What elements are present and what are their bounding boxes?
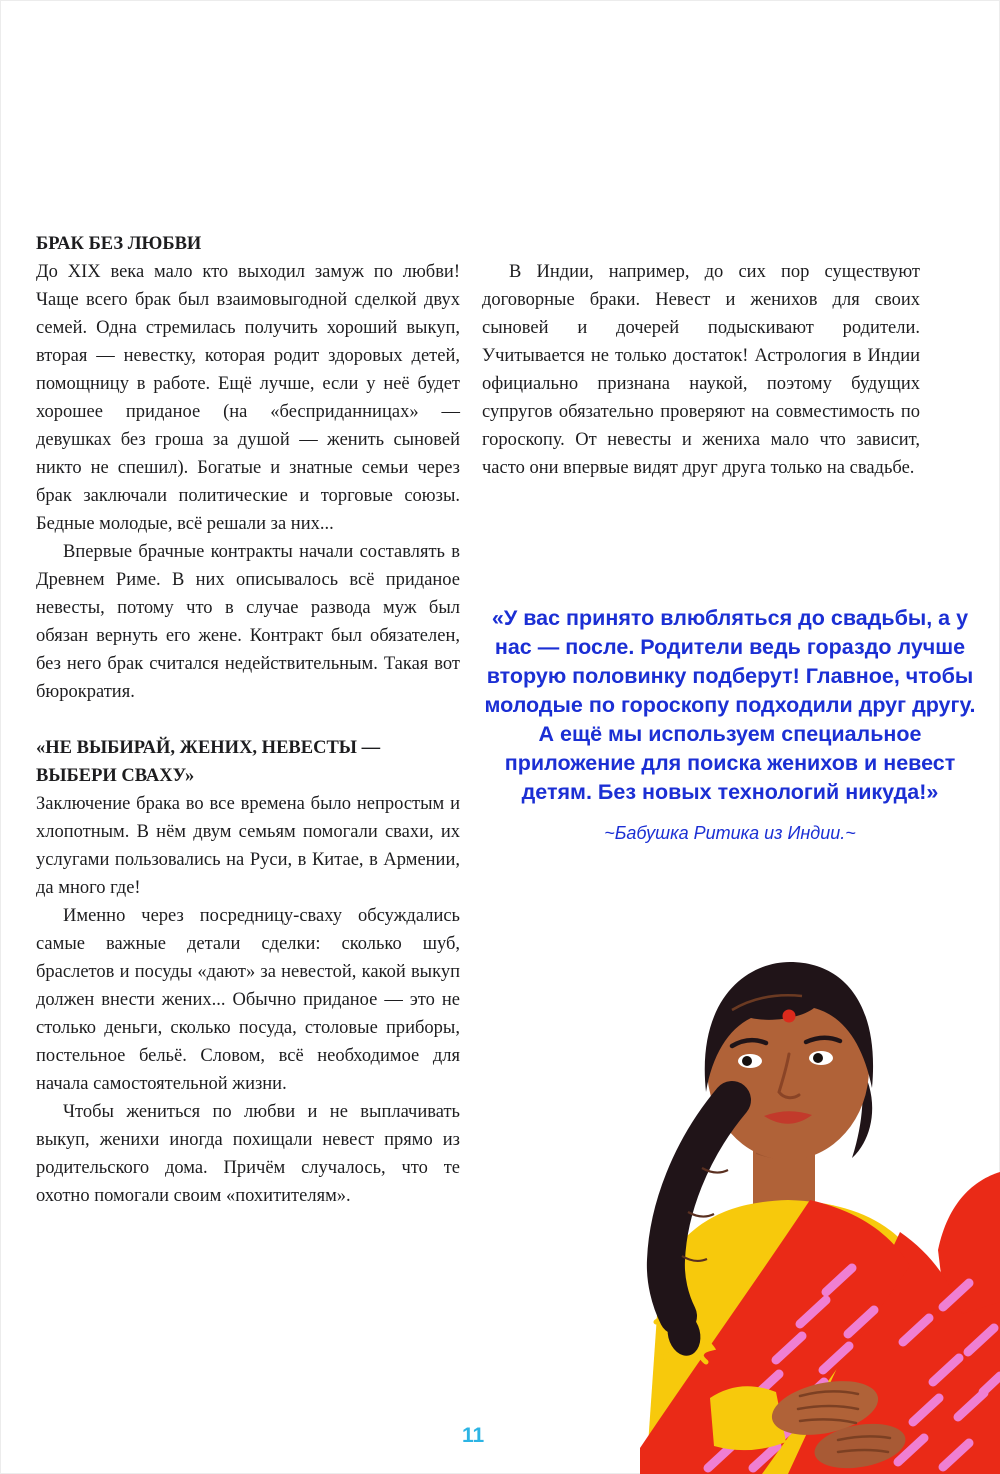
indian-grandmother-illustration <box>560 950 1000 1474</box>
grandmother-quote-block <box>478 604 982 844</box>
page-number: 11 <box>462 1424 485 1447</box>
paragraph: Заключение брака во все времена было непростым и хлопотным. В нём двум семьям помогали свахи, их услугами пользовались на Руси, в Китае, в Армении, да много где! <box>36 794 460 898</box>
section-heading-marriage-without-love: БРАК БЕЗ ЛЮБВИ <box>36 234 202 254</box>
paragraph: Впервые брачные контракты начали составлять в Древнем Риме. В них описывалось всё приданое невесты, потому что в случае развода муж был обязан вернуть его жене. Контракт был обязателен, без него брак считался недействительным. Такая вот бюрократия. <box>36 542 460 702</box>
paragraph: В Индии, например, до сих пор существуют договорные браки. Невест и женихов для своих сыновей и дочерей подыскивают родители. Учитывается не только достаток! Астрология в Индии официально признана наукой, поэтому будущих супругов обязательно проверяют на совместимость по гороскопу. От невесты и жениха мало что зависит, часто они впервые видят друг друга только на свадьбе. <box>482 262 920 478</box>
paragraph: Именно через посредницу-сваху обсуждались самые важные детали сделки: сколько шуб, браслетов и посуды «дают» за невестой, какой выкуп должен внести жених... Обычно приданое — это не столько деньги, сколько посуда, столовые приборы, постельное бельё. Словом, всё необходимое для начала самостоятельной жизни. <box>36 906 460 1094</box>
quote-attribution: ~Бабушка Ритика из Индии.~ <box>604 823 856 843</box>
right-column <box>482 258 920 482</box>
paragraph: Чтобы жениться по любви и не выплачивать выкуп, женихи иногда похищали невест прямо из родительского дома. Причём случалось, что те охотно помогали своим «похитителям». <box>36 1102 460 1206</box>
left-column <box>36 230 460 1210</box>
paragraph: До XIX века мало кто выходил замуж по любви! Чаще всего брак был взаимовыгодной сделкой двух семей. Одна стремилась получить хороший выкуп, вторая — невестку, которая родит здоровых детей, помощницу в работе. Ещё лучше, если у неё будет хорошее приданое (на «бесприданницах» — девушках без гроша за душой — женить сыновей никто не спешил). Богатые и знатные семьи через брак заключали политические и торговые союзы. Бедные молодые, всё решали за них... <box>36 262 460 534</box>
quote-text: «У вас принято влюбляться до свадьбы, а у нас — после. Родители ведь гораздо лучше вторую половинку подберут! Главное, чтобы молодые по гороскопу подходили друг другу. А ещё мы используем специальное приложение для поиска женихов и невест детям. Без новых технологий никуда!» <box>484 606 976 804</box>
illustration-svg <box>560 950 1000 1474</box>
section-heading-choose-matchmaker: «НЕ ВЫБИРАЙ, ЖЕНИХ, НЕВЕСТЫ — ВЫБЕРИ СВАХУ» <box>36 738 381 786</box>
